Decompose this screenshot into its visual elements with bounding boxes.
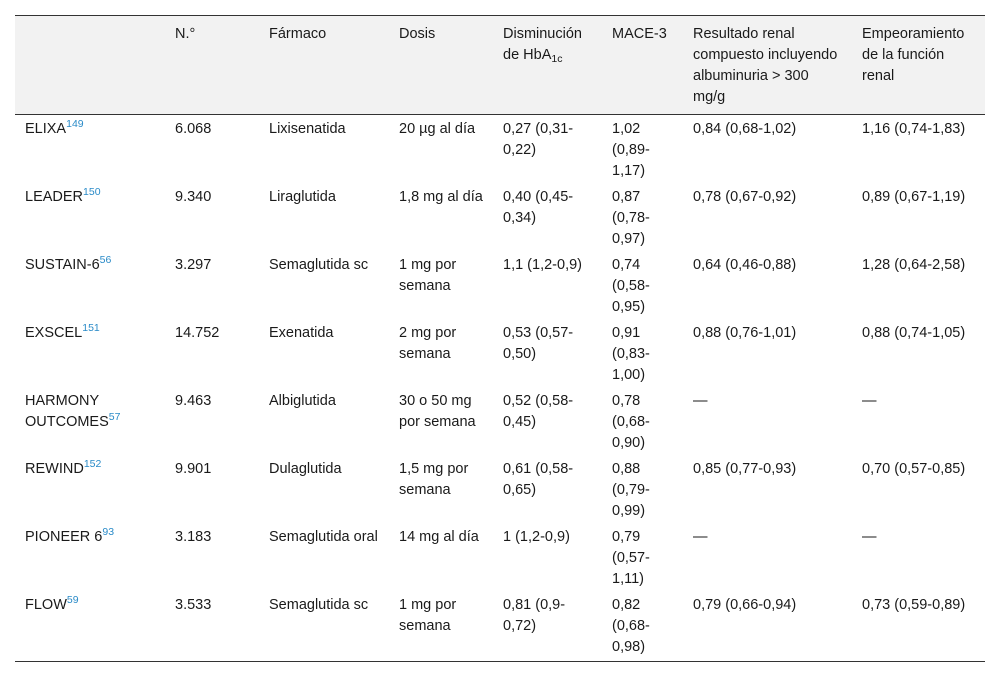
trial-name: PIONEER 6: [25, 529, 103, 545]
cell-trial: [15, 455, 165, 523]
cell-mace: 0,78 (0,68-0,90): [612, 393, 650, 451]
header-renal-worsening: Empeoramiento de la función renal: [852, 16, 985, 115]
trial-name: REWIND: [25, 461, 84, 477]
cell-renal-composite: —: [693, 529, 708, 545]
table-row: [15, 455, 985, 523]
cell-dose: 14 mg al día: [399, 529, 479, 545]
cell-renal-worsening: —: [862, 393, 877, 409]
trial-name: LEADER: [25, 189, 84, 205]
header-hba1c: [493, 16, 602, 115]
reference-link[interactable]: 152: [83, 458, 102, 470]
cell-n: 9.463: [175, 393, 212, 409]
cell-n: 3.183: [175, 529, 212, 545]
reference-link[interactable]: 150: [83, 186, 101, 198]
cell-dose: 2 mg por semana: [399, 325, 457, 362]
cell-renal-worsening: 0,70 (0,57-0,85): [862, 461, 966, 477]
cell-renal-worsening: —: [862, 529, 877, 545]
table-row: [15, 115, 985, 184]
cell-drug: Albiglutida: [269, 393, 336, 409]
cell-dose: 1 mg por semana: [389, 591, 493, 662]
reference-link[interactable]: 93: [102, 526, 115, 538]
cell-drug: Semaglutida oral: [269, 529, 378, 545]
cell-dose: 30 o 50 mg por semana: [399, 393, 476, 430]
cell-hba1c: 0,61 (0,58-0,65): [503, 461, 574, 498]
cell-renal-composite: 0,79 (0,66-0,94): [683, 591, 852, 662]
table-body: [15, 115, 985, 662]
cell-dose: 1 mg por semana: [399, 257, 457, 294]
reference-link[interactable]: 56: [99, 254, 112, 266]
cell-dose: 1,8 mg al día: [399, 189, 483, 205]
cell-drug: Exenatida: [269, 325, 334, 341]
trial-name: FLOW: [25, 597, 67, 613]
cell-drug: Lixisenatida: [269, 121, 346, 137]
cell-renal-worsening: 1,28 (0,64-2,58): [862, 257, 966, 273]
cell-dose: 20 µg al día: [399, 121, 476, 137]
cell-trial: [15, 591, 165, 662]
cell-n: 9.901: [175, 461, 212, 477]
reference-link[interactable]: 59: [66, 594, 79, 606]
table-header: [15, 16, 985, 115]
cell-renal-composite: 0,88 (0,76-1,01): [693, 325, 797, 341]
cell-drug: Dulaglutida: [269, 461, 342, 477]
trial-name: EXSCEL: [25, 325, 83, 341]
cell-hba1c: 1,1 (1,2-0,9): [503, 257, 582, 273]
cell-hba1c: 0,27 (0,31-0,22): [503, 121, 574, 158]
table-container: [15, 15, 985, 662]
cell-mace: 0,87 (0,78-0,97): [612, 189, 650, 247]
cell-mace: 0,74 (0,58-0,95): [612, 257, 650, 315]
cell-renal-worsening: 0,73 (0,59-0,89): [852, 591, 985, 662]
cell-renal-worsening: 0,89 (0,67-1,19): [862, 189, 966, 205]
cell-n: 6.068: [175, 121, 212, 137]
cell-renal-composite: 0,84 (0,68-1,02): [693, 121, 797, 137]
cell-renal-composite: 0,64 (0,46-0,88): [693, 257, 797, 273]
cell-trial: [15, 319, 165, 387]
cell-renal-composite: —: [693, 393, 708, 409]
cell-hba1c: 0,81 (0,9-0,72): [493, 591, 602, 662]
cell-drug: Semaglutida sc: [259, 591, 389, 662]
cell-mace: 1,02 (0,89-1,17): [612, 121, 650, 179]
cell-trial: [15, 387, 165, 455]
cell-renal-composite: 0,78 (0,67-0,92): [693, 189, 797, 205]
glp1-trials-table: [15, 15, 985, 662]
header-hba1c-text: Disminución de HbA: [503, 26, 582, 63]
cell-n: 3.533: [165, 591, 259, 662]
header-drug: Fármaco: [259, 16, 389, 115]
cell-drug: Liraglutida: [269, 189, 336, 205]
reference-link[interactable]: 57: [108, 411, 121, 423]
cell-renal-composite: 0,85 (0,77-0,93): [693, 461, 797, 477]
table-row: [15, 523, 985, 591]
cell-trial: [15, 523, 165, 591]
cell-n: 14.752: [175, 325, 220, 341]
cell-renal-worsening: 0,88 (0,74-1,05): [862, 325, 966, 341]
cell-hba1c: 1 (1,2-0,9): [503, 529, 570, 545]
cell-hba1c: 0,40 (0,45-0,34): [503, 189, 574, 226]
cell-mace: 0,82 (0,68-0,98): [602, 591, 683, 662]
trial-name: ELIXA: [25, 121, 67, 137]
cell-trial: [15, 115, 165, 184]
cell-mace: 0,88 (0,79-0,99): [612, 461, 650, 519]
reference-link[interactable]: 151: [82, 322, 100, 334]
cell-mace: 0,91 (0,83-1,00): [612, 325, 650, 383]
reference-link[interactable]: 149: [66, 118, 84, 130]
cell-trial: [15, 183, 165, 251]
cell-trial: [15, 251, 165, 319]
header-row: [15, 16, 985, 115]
table-row: [15, 591, 985, 662]
cell-hba1c: 0,52 (0,58-0,45): [503, 393, 574, 430]
cell-n: 9.340: [175, 189, 212, 205]
header-dose: Dosis: [389, 16, 493, 115]
cell-dose: 1,5 mg por semana: [399, 461, 469, 498]
trial-name: HARMONY OUTCOMES: [25, 393, 109, 430]
table-row: [15, 319, 985, 387]
cell-mace: 0,79 (0,57-1,11): [612, 529, 650, 587]
header-n: N.°: [165, 16, 259, 115]
header-trial: [15, 16, 165, 115]
header-hba1c-subscript: 1c: [551, 53, 563, 65]
table-row: [15, 183, 985, 251]
header-renal-composite: Resultado renal compuesto incluyendo albuminuria > 300 mg/g: [683, 16, 852, 115]
cell-hba1c: 0,53 (0,57-0,50): [503, 325, 574, 362]
table-row: [15, 251, 985, 319]
cell-renal-worsening: 1,16 (0,74-1,83): [862, 121, 966, 137]
trial-name: SUSTAIN-6: [25, 257, 100, 273]
cell-n: 3.297: [175, 257, 212, 273]
cell-drug: Semaglutida sc: [269, 257, 369, 273]
table-row: [15, 387, 985, 455]
header-mace: MACE-3: [602, 16, 683, 115]
